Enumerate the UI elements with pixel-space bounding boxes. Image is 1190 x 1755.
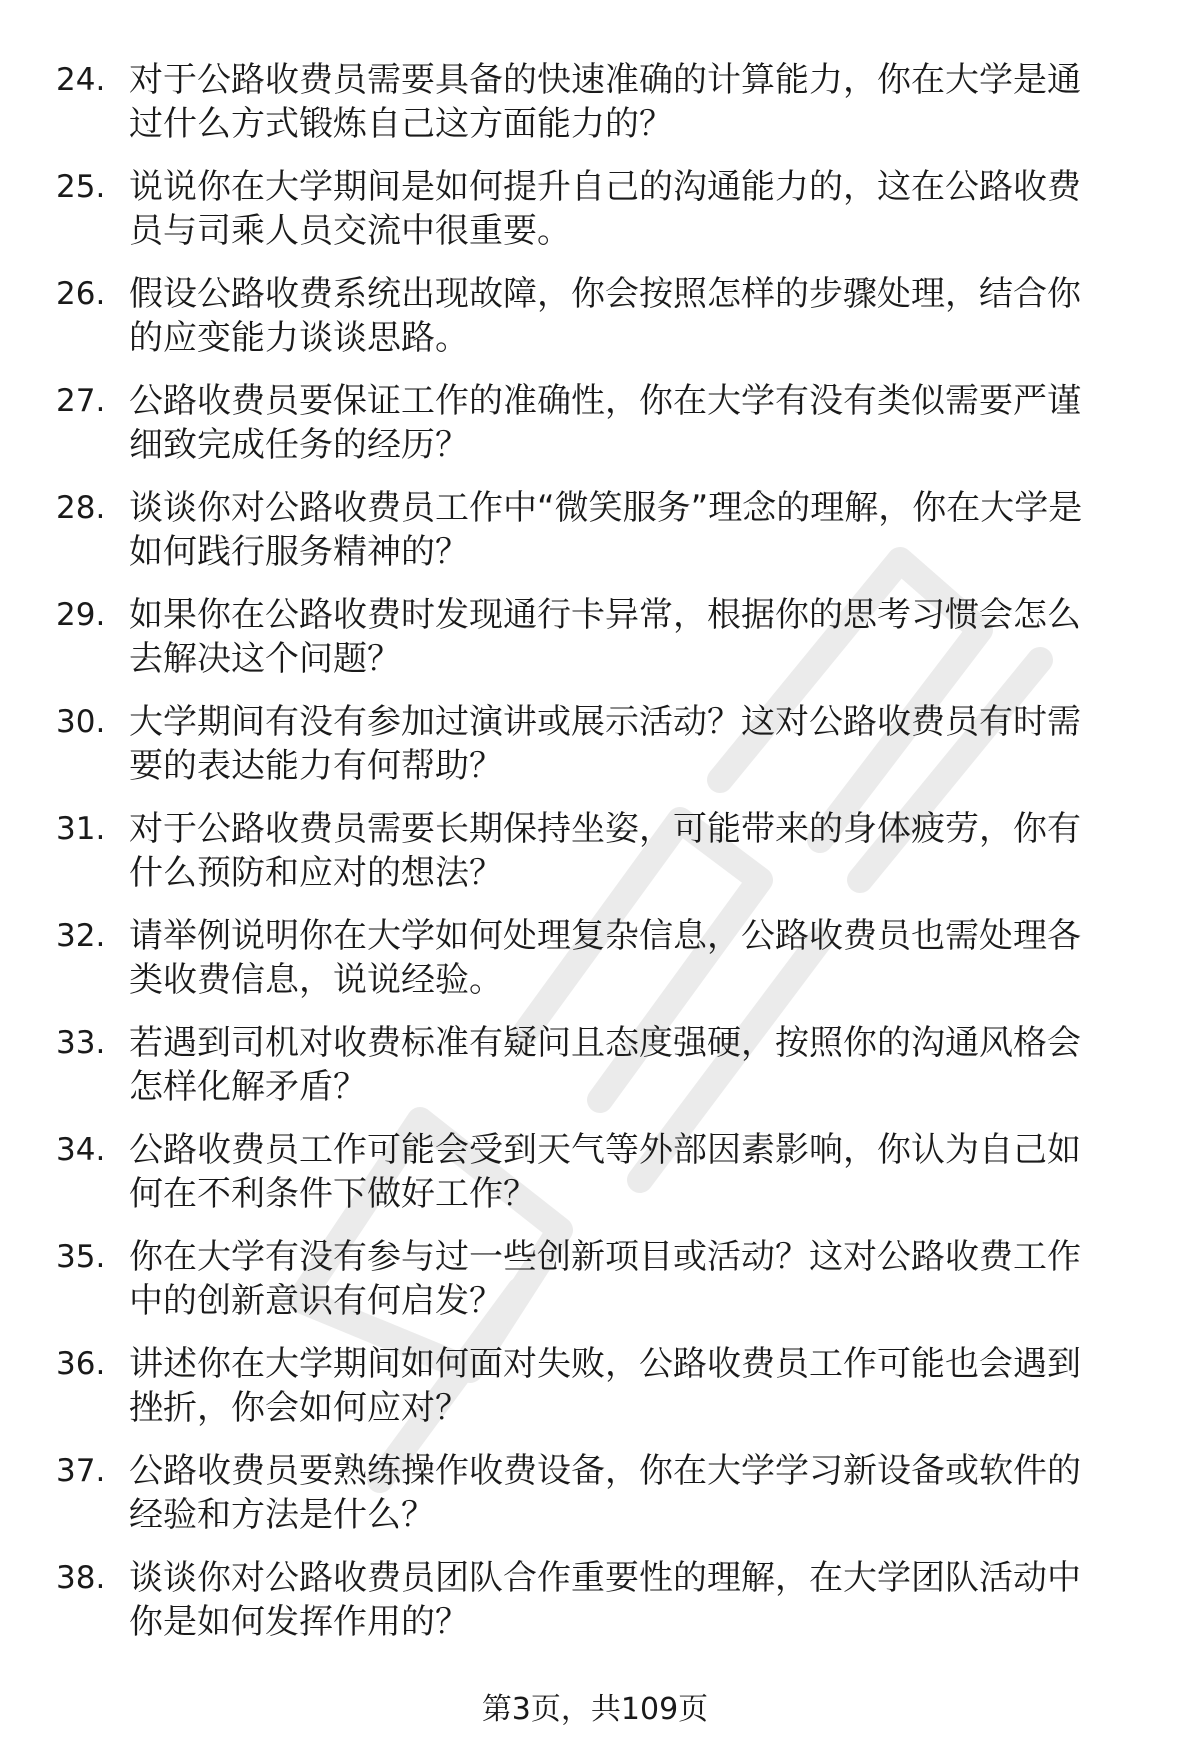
question-number: 34. [56, 1132, 106, 1168]
list-item [0, 58, 1190, 165]
question-number: 24. [56, 62, 106, 98]
question-text: 公路收费员要保证工作的准确性，你在大学有没有类似需要严谨 细致完成任务的经历？ [129, 381, 1081, 465]
question-text: 对于公路收费员需要具备的快速准确的计算能力，你在大学是通 过什么方式锻炼自己这方面能力的？ [129, 60, 1081, 144]
question-text: 你在大学有没有参与过一些创新项目或活动？这对公路收费工作 中的创新意识有何启发？ [129, 1237, 1081, 1321]
question-text: 讲述你在大学期间如何面对失败，公路收费员工作可能也会遇到 挫折，你会如何应对？ [129, 1344, 1081, 1428]
list-item [0, 165, 1190, 272]
question-number: 38. [56, 1560, 106, 1596]
list-item [0, 914, 1190, 1021]
list-item [0, 379, 1190, 486]
list-item [0, 1449, 1190, 1556]
list-item [0, 807, 1190, 914]
list-item [0, 272, 1190, 379]
question-text: 公路收费员要熟练操作收费设备，你在大学学习新设备或软件的 经验和方法是什么？ [129, 1451, 1081, 1535]
question-number: 29. [56, 597, 106, 633]
question-number: 31. [56, 811, 106, 847]
question-text: 公路收费员工作可能会受到天气等外部因素影响，你认为自己如 何在不利条件下做好工作？ [129, 1130, 1081, 1214]
question-text: 对于公路收费员需要长期保持坐姿，可能带来的身体疲劳，你有 什么预防和应对的想法？ [129, 809, 1081, 893]
question-number: 27. [56, 383, 106, 419]
question-text: 谈谈你对公路收费员团队合作重要性的理解，在大学团队活动中 你是如何发挥作用的？ [129, 1558, 1081, 1642]
question-number: 33. [56, 1025, 106, 1061]
list-item [0, 486, 1190, 593]
question-number: 28. [56, 490, 106, 526]
question-text: 若遇到司机对收费标准有疑问且态度强硬，按照你的沟通风格会 怎样化解矛盾？ [129, 1023, 1081, 1107]
list-item [0, 1556, 1190, 1663]
list-item [0, 1235, 1190, 1342]
question-text: 如果你在公路收费时发现通行卡异常，根据你的思考习惯会怎么 去解决这个问题？ [129, 595, 1081, 679]
question-text: 假设公路收费系统出现故障，你会按照怎样的步骤处理，结合你 的应变能力谈谈思路。 [129, 274, 1081, 358]
list-item [0, 700, 1190, 807]
question-text: 大学期间有没有参加过演讲或展示活动？这对公路收费员有时需 要的表达能力有何帮助？ [129, 702, 1081, 786]
question-number: 35. [56, 1239, 106, 1275]
list-item [0, 1021, 1190, 1128]
question-list [0, 58, 1190, 1663]
page-indicator: 第3页，共109页 [481, 1692, 709, 1727]
list-item [0, 593, 1190, 700]
list-item [0, 1128, 1190, 1235]
question-number: 37. [56, 1453, 106, 1489]
question-number: 30. [56, 704, 106, 740]
question-number: 25. [56, 169, 106, 205]
question-number: 26. [56, 276, 106, 312]
question-text: 谈谈你对公路收费员工作中“微笑服务”理念的理解，你在大学是 如何践行服务精神的？ [129, 488, 1083, 572]
question-number: 32. [56, 918, 106, 954]
list-item [0, 1342, 1190, 1449]
question-number: 36. [56, 1346, 106, 1382]
question-text: 请举例说明你在大学如何处理复杂信息，公路收费员也需处理各 类收费信息，说说经验。 [129, 916, 1081, 1000]
question-text: 说说你在大学期间是如何提升自己的沟通能力的，这在公路收费 员与司乘人员交流中很重要。 [129, 167, 1081, 251]
